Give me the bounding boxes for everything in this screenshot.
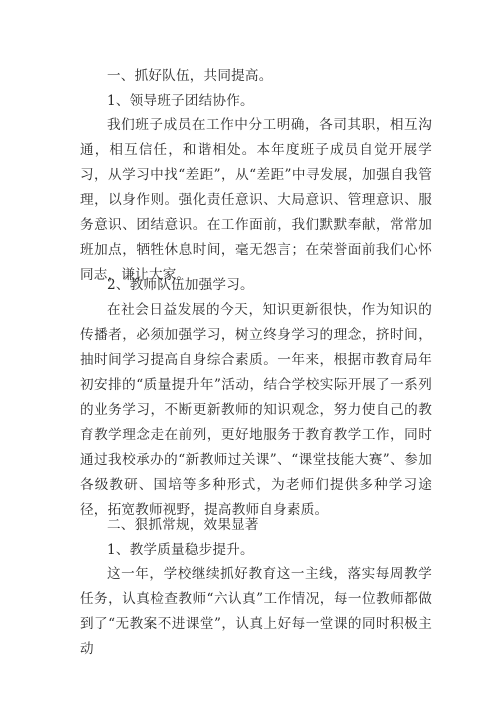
section-heading-2: 二、狠抓常规，效果显著 <box>107 517 259 533</box>
subsection-heading-1-2: 2、教师队伍加强学习。 <box>107 277 254 293</box>
subsection-heading-1-1: 1、领导班子团结协作。 <box>107 93 254 109</box>
subsection-heading-2-1: 1、教学质量稳步提升。 <box>107 542 254 558</box>
section-heading-1: 一、抓好队伍，共同提高。 <box>107 68 273 84</box>
paragraph-teaching-quality: 这一年，学校继续抓好教育这一主线，落实每周教学任务，认真检查教师“六认真”工作情况，每一位教师都做到了“无教案不进课堂”，认真上好每一堂课的同时积极主动 <box>80 566 432 657</box>
paragraph-leadership: 我们班子成员在工作中分工明确，各司其职，相互沟通，相互信任，和谐相处。本年度班子成员自觉开展学习，从学习中找“差距”，从“差距”中寻发展，加强自我管理，以身作则。强化责任意识、大局意识、管理意识、服务意识、团结意识。在工作面前，我们默默奉献，常常加班加点，牺牲休息时间，毫无怨言；在荣誉面前我们心怀同志，谦让大家。 <box>80 117 432 283</box>
paragraph-teacher-study: 在社会日益发展的今天，知识更新很快，作为知识的传播者，必须加强学习，树立终身学习的理念，挤时间，抽时间学习提高自身综合素质。一年来，根据市教育局年初安排的“质量提升年”活动，结合学校实际开展了一系列的业务学习，不断更新教师的知识观念，努力使自己的教育教学理念走在前列，更好地服务于教育教学工作，同时通过我校承办的“新教师过关课”、“课堂技能大赛”、参加各级教研、国培等多种形式，为老师们提供多种学习途径，拓宽教师视野，提高教师自身素质。 <box>80 302 432 518</box>
